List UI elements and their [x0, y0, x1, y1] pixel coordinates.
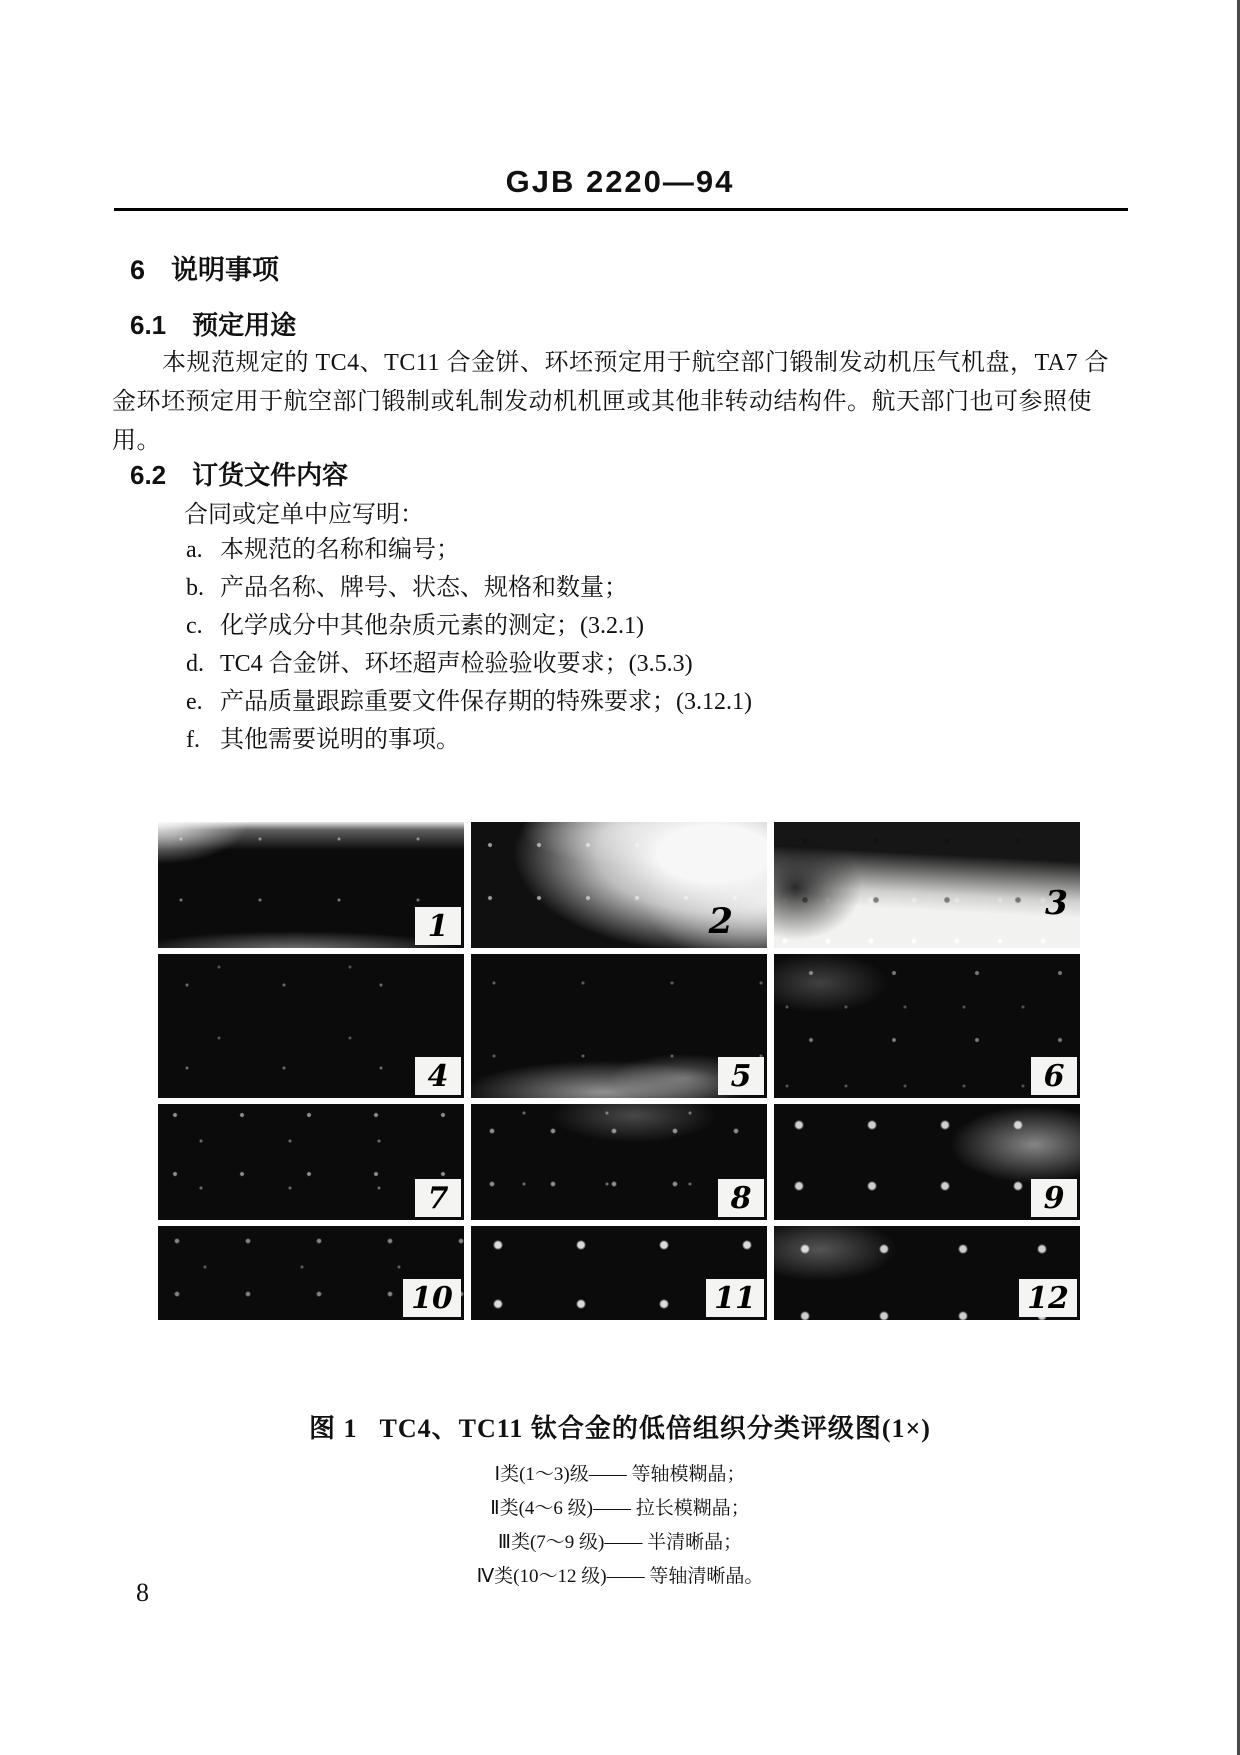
item-label: c. — [186, 613, 203, 639]
figure-photo-grid — [158, 822, 1080, 1320]
header-rule — [114, 208, 1128, 211]
item-text: 化学成分中其他杂质元素的测定；(3.2.1) — [220, 613, 644, 639]
photo-label-12: 12 — [1019, 1279, 1077, 1317]
section-6-2-number: 6.2 — [130, 460, 167, 490]
photo-label-6: 6 — [1031, 1057, 1077, 1095]
photo-cell-12 — [774, 1226, 1080, 1320]
section-6-1-heading — [130, 305, 296, 342]
legend-line: Ⅰ类(1～3)级—— 等轴模糊晶； — [494, 1464, 746, 1485]
item-text: 本规范的名称和编号； — [220, 537, 460, 563]
section-6-1-number: 6.1 — [130, 310, 167, 340]
photo-cell-2 — [471, 822, 767, 948]
list-item — [186, 531, 752, 569]
list-item — [186, 569, 752, 607]
section-6-1-paragraph — [112, 344, 1132, 461]
section-6-number: 6 — [130, 255, 146, 285]
item-text: 产品名称、牌号、状态、规格和数量； — [220, 575, 628, 601]
list-item — [186, 607, 752, 645]
paragraph-line: 用。 — [112, 428, 161, 454]
photo-label-10: 10 — [403, 1279, 461, 1317]
item-label: f. — [186, 727, 200, 753]
item-label: a. — [186, 537, 203, 563]
list-item — [186, 645, 752, 683]
section-6-2-heading — [130, 455, 348, 492]
figure-caption — [0, 1408, 1240, 1445]
section-6-heading — [130, 248, 279, 287]
photo-cell-7 — [158, 1104, 464, 1220]
figure-number: 图 1 — [309, 1414, 358, 1443]
photo-cell-4 — [158, 954, 464, 1098]
order-intro-line: 合同或定单中应写明： — [184, 502, 424, 528]
photo-cell-3 — [774, 822, 1080, 948]
photo-cell-10 — [158, 1226, 464, 1320]
figure-caption-text: TC4、TC11 钛合金的低倍组织分类评级图(1×) — [379, 1414, 931, 1443]
photo-label-1: 1 — [415, 907, 461, 945]
photo-cell-6 — [774, 954, 1080, 1098]
legend-line: Ⅱ类(4～6 级)—— 拉长模糊晶； — [490, 1498, 750, 1519]
photo-label-9: 9 — [1031, 1179, 1077, 1217]
item-label: b. — [186, 575, 204, 601]
photo-label-8: 8 — [718, 1179, 764, 1217]
item-text: TC4 合金饼、环坯超声检验验收要求；(3.5.3) — [220, 651, 693, 677]
photo-label-4: 4 — [415, 1057, 461, 1095]
item-text: 产品质量跟踪重要文件保存期的特殊要求；(3.12.1) — [220, 689, 752, 715]
section-6-title: 说明事项 — [171, 255, 280, 285]
photo-label-7: 7 — [415, 1179, 461, 1217]
list-item — [186, 721, 752, 759]
photo-cell-5 — [471, 954, 767, 1098]
item-label: d. — [186, 651, 204, 677]
photo-cell-9 — [774, 1104, 1080, 1220]
photo-cell-1 — [158, 822, 464, 948]
doc-code-header: GJB 2220—94 — [505, 164, 735, 199]
paragraph-line: 金环坯预定用于航空部门锻制或轧制发动机机匣或其他非转动结构件。航天部门也可参照使 — [112, 389, 1092, 415]
item-label: e. — [186, 689, 203, 715]
section-6-2-title: 订货文件内容 — [192, 460, 349, 490]
photo-cell-8 — [471, 1104, 767, 1220]
section-6-1-title: 预定用途 — [192, 310, 297, 340]
legend-line: Ⅲ类(7～9 级)—— 半清晰晶； — [497, 1532, 743, 1553]
photo-label-5: 5 — [718, 1057, 764, 1095]
photo-label-3: 3 — [1045, 883, 1068, 922]
legend-line: Ⅳ类(10～12 级)—— 等轴清晰晶。 — [476, 1566, 764, 1587]
figure-legend — [0, 1458, 1240, 1594]
order-items-list — [186, 531, 752, 759]
paragraph-line: 本规范规定的 TC4、TC11 合金饼、环坯预定用于航空部门锻制发动机压气机盘，TA7 合 — [162, 350, 1110, 376]
item-text: 其他需要说明的事项。 — [220, 727, 460, 753]
photo-label-2: 2 — [708, 901, 733, 942]
page-number: 8 — [136, 1578, 149, 1607]
photo-label-11: 11 — [706, 1279, 764, 1317]
list-item — [186, 683, 752, 721]
photo-cell-11 — [471, 1226, 767, 1320]
